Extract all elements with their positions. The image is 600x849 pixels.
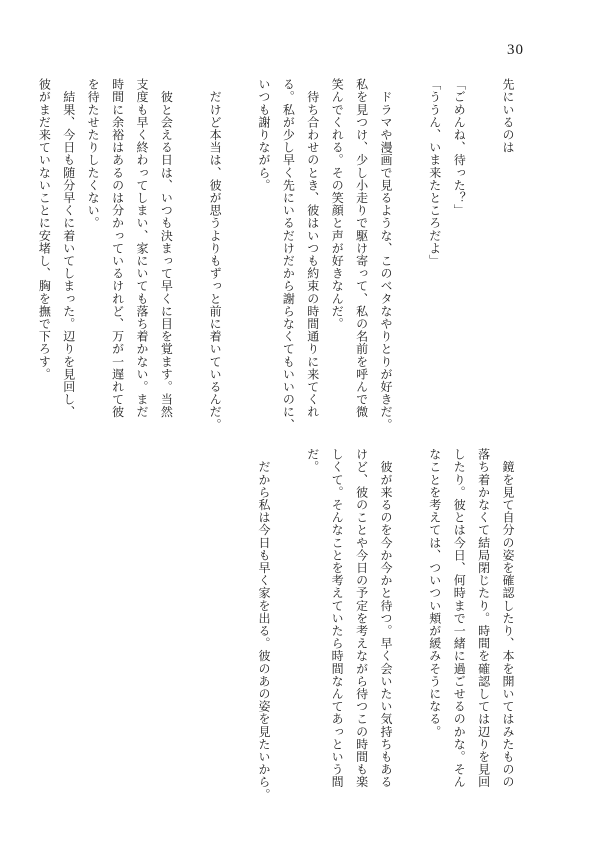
text-line: 彼と会える日は、いつも決まって早くに目を覚ます。当然 bbox=[159, 78, 174, 419]
text-line: 時間に余裕はあるのは分かっているけれど、万が一遅れて彼 bbox=[110, 78, 125, 419]
text-line: したり。彼とは今日、何時まで一緒に過ごせるのかな。そん bbox=[452, 448, 467, 789]
text-line: 待ち合わせのとき、彼はいつも約束の時間通りに来てくれ bbox=[305, 78, 320, 419]
text-line: しくて。そんなことを考えていたら時間なんてあっという間 bbox=[330, 448, 345, 789]
text-line: ドラマや漫画で見るような、このベタなやりとりが好きだ。 bbox=[379, 78, 393, 431]
text-line: 彼が来るのを今か今かと待つ。早く会いたい気持ちもある bbox=[378, 448, 393, 789]
lower-text-column bbox=[256, 448, 520, 801]
text-line: だから私は今日も早く家を出る。彼のあの姿を見たいから。 bbox=[256, 448, 271, 801]
text-line: 「ごめんね、待った？」 bbox=[452, 78, 467, 217]
blank-line bbox=[227, 78, 251, 408]
blank-line bbox=[178, 78, 202, 408]
text-line: る。私が少し早く先にいるだけだから謝らなくてもいいのに、 bbox=[281, 78, 296, 431]
text-line: なことを考えては、ついつい頬が緩みそうになる。 bbox=[427, 448, 442, 738]
page-number: 30 bbox=[507, 42, 524, 58]
upper-text-column bbox=[37, 78, 520, 431]
text-line: 笑んでくれる。その笑顔と声が好きなんだ。 bbox=[330, 78, 345, 330]
text-line: を待たせたりしたくない。 bbox=[86, 78, 101, 230]
blank-line bbox=[471, 78, 495, 408]
blank-line bbox=[398, 78, 422, 408]
text-line: 結果、今日も随分早くに着いてしまった。辺りを見回し、 bbox=[61, 78, 76, 419]
text-line: 支度も早く終わってしまい、家にいても落ち着かない。まだ bbox=[134, 78, 149, 419]
text-line: いつも謝りながら。 bbox=[256, 78, 271, 192]
text-line: だけど本当は、彼が思うよりもずっと前に着いているんだ。 bbox=[208, 78, 223, 431]
text-line: 鏡を見て自分の姿を確認したり、本を開いてはみたものの bbox=[501, 448, 515, 789]
text-line: 落ち着かなくて結局閉じたり。時間を確認しては辺りを見回 bbox=[476, 448, 491, 789]
text-line: 彼がまだ来ていないことに安堵し、胸を撫で下ろす。 bbox=[37, 78, 52, 381]
section-heading: 先にいるのは bbox=[501, 78, 515, 154]
text-line: 私を見つけ、少し小走りで駆け寄って、私の名前を呼んで微 bbox=[354, 78, 369, 419]
blank-line bbox=[398, 448, 422, 778]
text-line: だ。 bbox=[305, 448, 320, 474]
text-line: 「ううん、いま来たところだよ」 bbox=[427, 78, 442, 267]
text-line: けど、彼のことや今日の予定を考えながら待つこの時間も楽 bbox=[354, 448, 369, 789]
blank-line bbox=[276, 448, 300, 778]
